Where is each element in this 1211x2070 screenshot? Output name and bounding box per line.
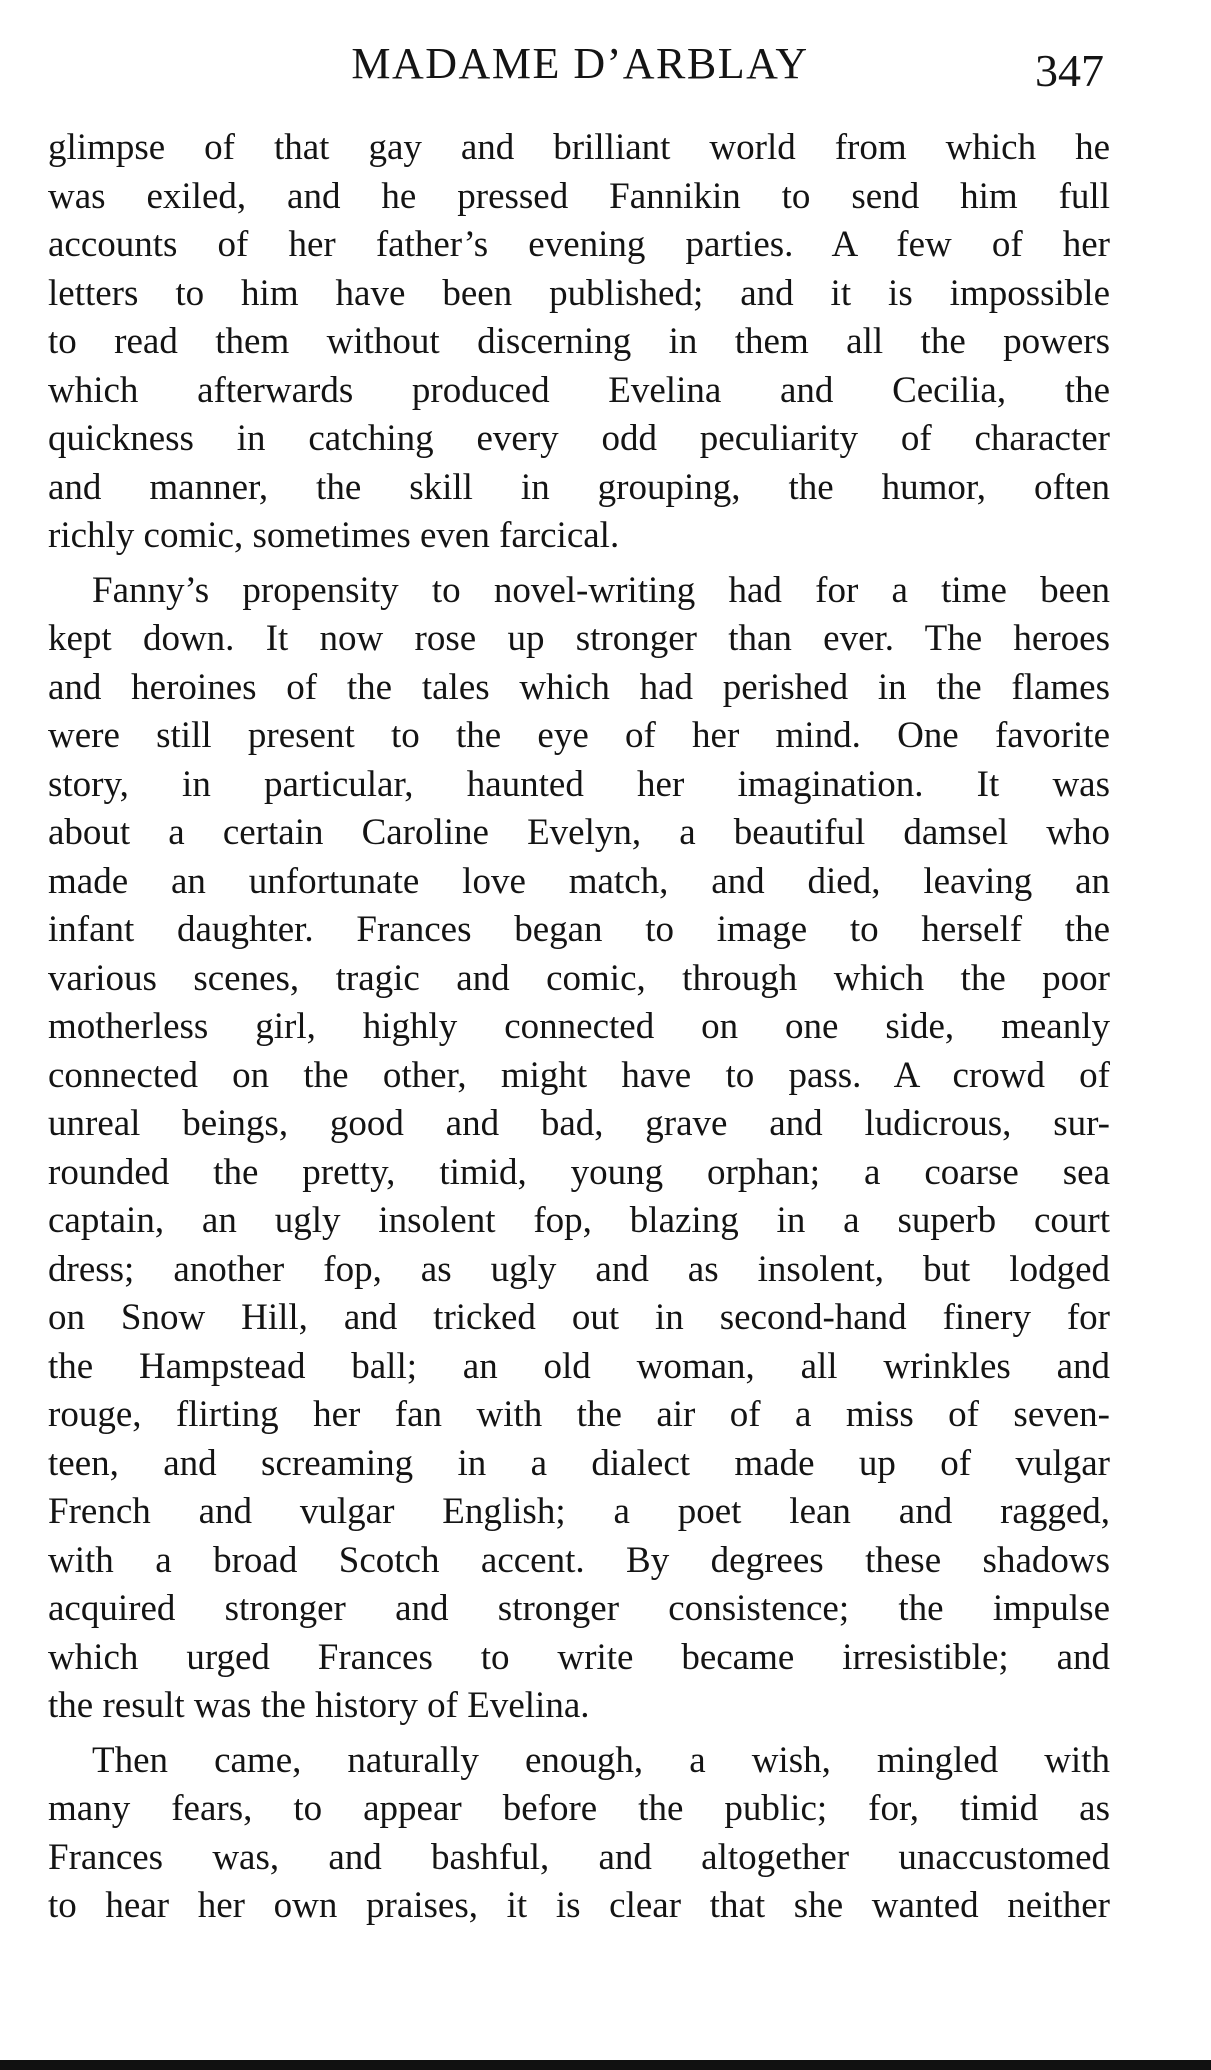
text-line: to read them without discerning in them all the powers (48, 321, 1110, 362)
text-line: and manner, the skill in grouping, the humor, often (48, 466, 1110, 508)
text-line: story, in particular, haunted her imagination. It was (48, 763, 1110, 805)
text-line: unreal beings, good and bad, grave and ludicrous, sur- (48, 1103, 1110, 1144)
text-line: rouge, flirting her fan with the air of a miss of seven- (48, 1394, 1110, 1435)
text-line: Fanny’s propensity to novel-writing had for a time been (92, 569, 1110, 611)
text-line: with a broad Scotch accent. By degrees these shadows (48, 1539, 1110, 1581)
text-line: dress; another fop, as ugly and as insolent, but lodged (48, 1248, 1110, 1290)
paragraph-1 (48, 124, 1110, 561)
running-head (0, 30, 1211, 100)
text-line: Then came, naturally enough, a wish, mingled with (92, 1739, 1110, 1781)
text-line: was exiled, and he pressed Fannikin to send him full (48, 175, 1110, 217)
text-line: connected on the other, might have to pass. A crowd of (48, 1054, 1110, 1096)
paragraph-2 (48, 567, 1110, 1731)
text-line: to hear her own praises, it is clear that she wanted neither (48, 1885, 1110, 1926)
text-line: motherless girl, highly connected on one side, meanly (48, 1006, 1110, 1047)
body-text (48, 124, 1110, 1931)
text-line: captain, an ugly insolent fop, blazing in a superb court (48, 1200, 1110, 1241)
running-title: MADAME D’ARBLAY (351, 39, 809, 88)
text-line: accounts of her father’s evening parties. A few of her (48, 224, 1110, 265)
text-line: made an unfortunate love match, and died, leaving an (48, 860, 1110, 902)
text-line: which afterwards produced Evelina and Cecilia, the (48, 369, 1110, 411)
text-line: the Hampstead ball; an old woman, all wrinkles and (48, 1345, 1110, 1387)
text-line: various scenes, tragic and comic, through which the poor (48, 957, 1110, 999)
text-line: richly comic, sometimes even farcical. (48, 515, 620, 556)
text-line: were still present to the eye of her mind. One favorite (48, 715, 1110, 756)
text-line: teen, and screaming in a dialect made up of vulgar (48, 1442, 1110, 1484)
paragraph-3 (48, 1737, 1110, 1931)
text-line: on Snow Hill, and tricked out in second-hand finery for (48, 1297, 1110, 1338)
text-line: which urged Frances to write became irresistible; and (48, 1636, 1110, 1678)
text-line: and heroines of the tales which had perished in the flames (48, 666, 1110, 708)
text-line: kept down. It now rose up stronger than ever. The heroes (48, 618, 1110, 659)
text-line: acquired stronger and stronger consistence; the impulse (48, 1588, 1110, 1629)
text-line: French and vulgar English; a poet lean and ragged, (48, 1491, 1110, 1532)
text-line: the result was the history of Evelina. (48, 1685, 590, 1726)
text-line: about a certain Caroline Evelyn, a beautiful damsel who (48, 812, 1110, 853)
text-line: infant daughter. Frances began to image to herself the (48, 909, 1110, 950)
text-line: Frances was, and bashful, and altogether unaccustomed (48, 1836, 1110, 1878)
text-line: letters to him have been published; and it is impossible (48, 272, 1110, 314)
text-line: many fears, to appear before the public; for, timid as (48, 1788, 1110, 1829)
text-line: rounded the pretty, timid, young orphan; a coarse sea (48, 1151, 1110, 1193)
bottom-scan-edge (0, 2060, 1211, 2070)
text-line: glimpse of that gay and brilliant world from which he (48, 127, 1110, 168)
page-number: 347 (1035, 45, 1104, 96)
text-line: quickness in catching every odd peculiarity of character (48, 418, 1110, 459)
